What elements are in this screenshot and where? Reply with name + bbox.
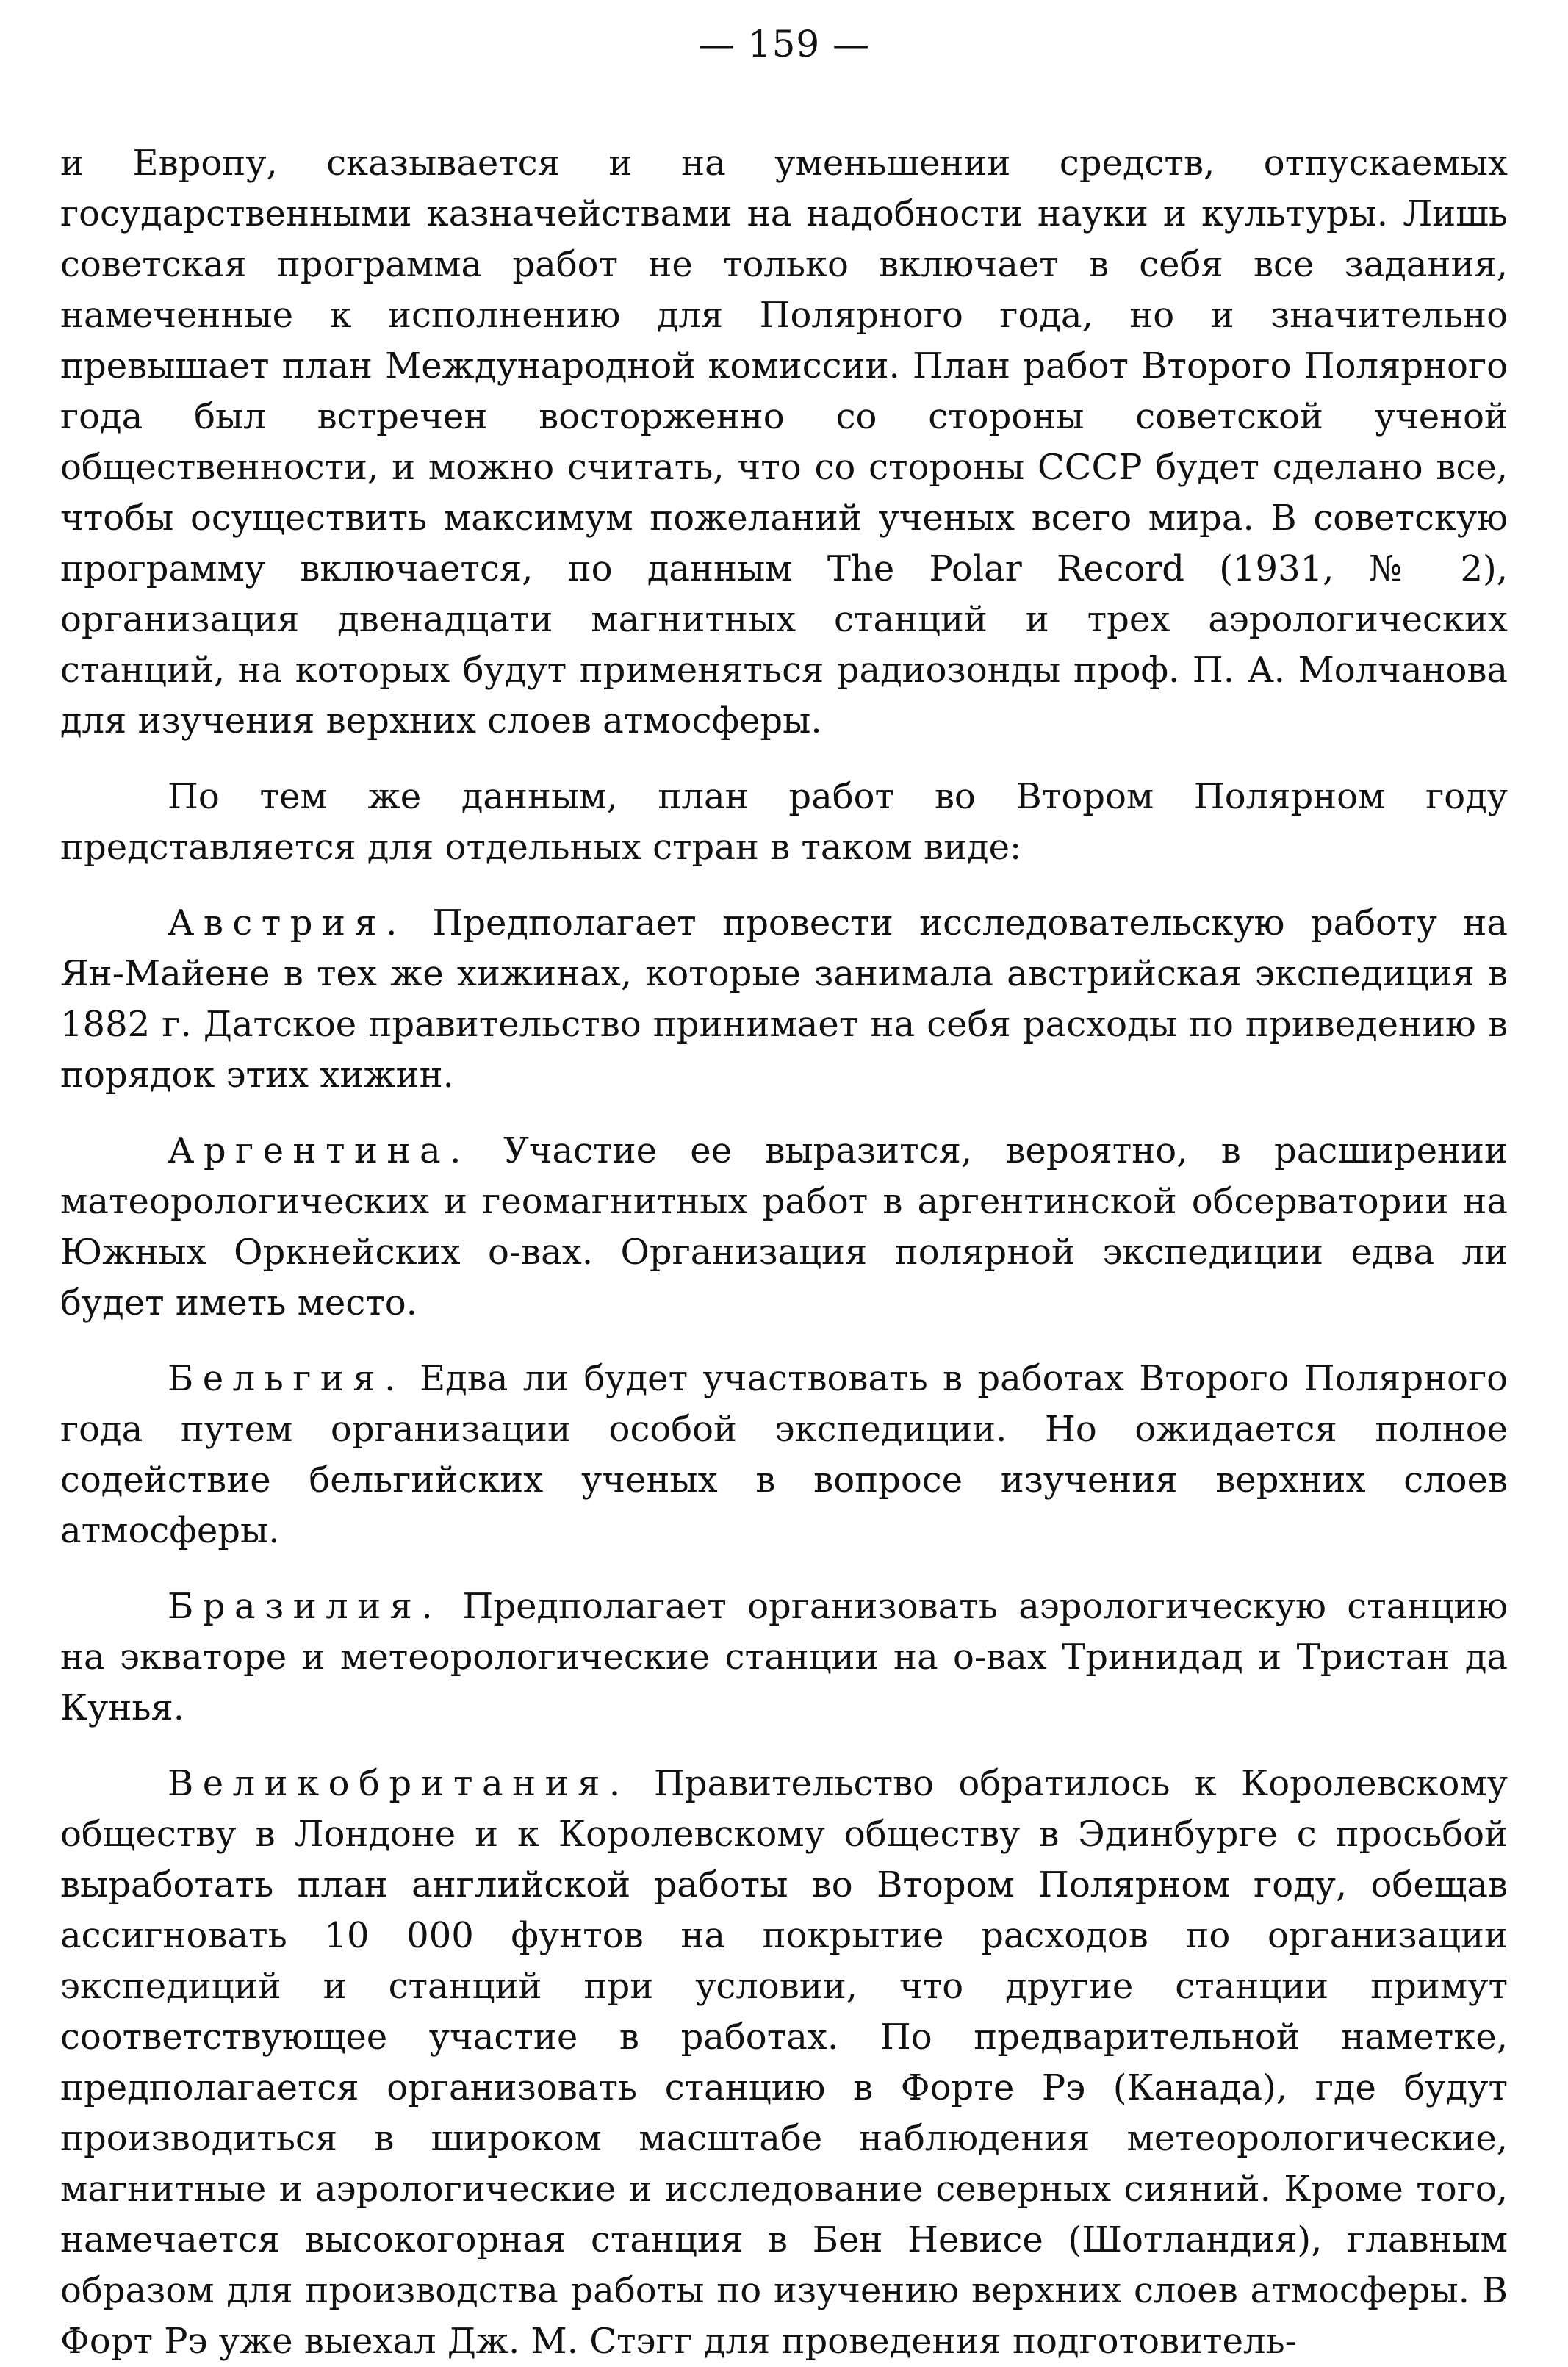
paragraph-argentina — [60, 1126, 1508, 1329]
paragraph-great-britain-text: Правительство обратилось к Королевскому обществу в Лондоне и к Королевскому обществу в Эдинбурге с просьбой выработать план английской работы во Втором Полярном году, обещав ассигновать 10 000 фунтов на покрытие расходов по организации экспедиций и станций при условии, что другие станции примут соответствующее участие в работах. По предварительной наметке, предполагается организовать станцию в Форте Рэ (Канада), где будут производиться в широком масштабе наблюдения метеорологические, магнитные и аэрологические и исследование северных сияний. Кроме того, намечается высокогорная станция в Бен Невисе (Шотландия), главным образом для производства работы по изучению верхних слоев атмосферы. В Форт Рэ уже выехал Дж. М. Стэгг для проведения подготовитель- — [60, 1763, 1508, 2362]
country-heading-argentina: Аргентина. — [168, 1130, 470, 1171]
paragraph-great-britain — [60, 1759, 1508, 2367]
paragraph-2 — [60, 772, 1508, 873]
country-heading-austria: Австрия. — [168, 902, 406, 944]
paragraph-brazil-text: Предполагает организовать аэрологическую станцию на экваторе и метеорологические станции на о-вах Тринидад и Тристан да Кунья. — [60, 1586, 1508, 1728]
page-body — [60, 138, 1508, 2367]
paragraph-austria-text: Предполагает провести исследовательскую работу на Ян-Майене в тех же хижинах, которые занимала австрийская экспедиция в 1882 г. Датское правительство принимает на себя расходы по приведению в порядок этих хижин. — [60, 902, 1508, 1096]
paragraph-brazil — [60, 1581, 1508, 1734]
country-heading-great-britain: Великобритания. — [168, 1763, 630, 1804]
country-heading-brazil: Бразилия. — [168, 1586, 442, 1627]
page-number: — 159 — — [697, 23, 871, 65]
paragraph-argentina-text: Участие ее выразится, вероятно, в расширении матеорологических и геомагнитных работ в аргентинской обсерватории на Южных Оркнейских о-вах. Организация полярной экспедиции едва ли будет иметь место. — [60, 1130, 1508, 1323]
paragraph-belgium-text: Едва ли будет участвовать в работах Второго Полярного года путем организации особой экспедиции. Но ожидается полное содействие бельгийских ученых в вопросе изучения верхних слоев атмосферы. — [60, 1358, 1508, 1551]
paragraph-1 — [60, 138, 1508, 747]
country-heading-belgium: Бельгия. — [168, 1358, 405, 1399]
paragraph-austria — [60, 898, 1508, 1101]
paragraph-belgium — [60, 1354, 1508, 1556]
paragraph-2-text: По тем же данным, план работ во Втором Полярном году представляется для отдельных стран в таком виде: — [60, 776, 1508, 868]
paragraph-1-text: и Европу, сказывается и на уменьшении средств, отпускаемых государственными казначействами на надобности науки и культуры. Лишь советская программа работ не только включает в себя все задания, намеченные к исполнению для Полярного года, но и значительно превышает план Международной комиссии. План работ Второго Полярного года был встречен восторженно со стороны советской ученой общественности, и можно считать, что со стороны СССР будет сделано все, чтобы осуществить максимум пожеланий ученых всего мира. В советскую программу включается, по данным The Polar Record (1931, № 2), организация двенадцати магнитных станций и трех аэрологических станций, на которых будут применяться радиозонды проф. П. А. Молчанова для изучения верхних слоев атмосферы. — [60, 143, 1508, 741]
book-page — [60, 22, 1508, 2362]
